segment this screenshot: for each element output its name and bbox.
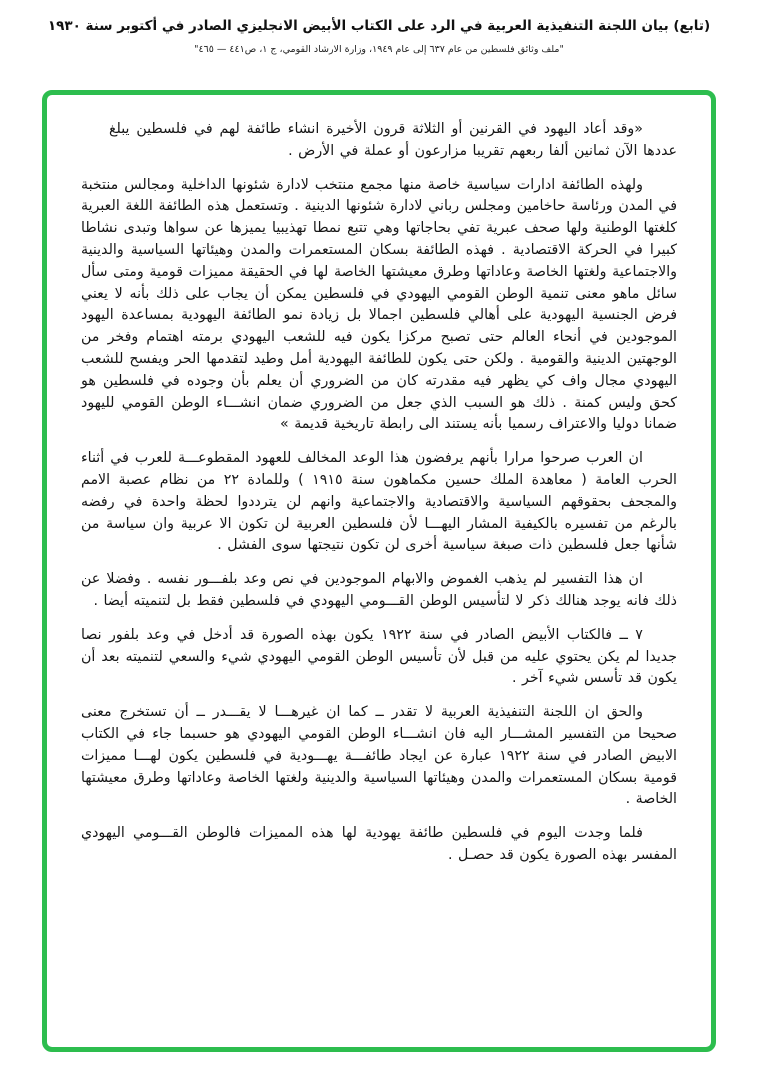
paragraph: «وقد أعاد اليهود في القرنين أو الثلاثة قرون الأخيرة انشاء طائفة لهم في فلسطين يبلغ عددها الآن ثمانين ألفا ربعهم تقريبا مزارعون أو عملة في الأرض . xyxy=(109,121,677,159)
paragraph: ان هذا التفسير لم يذهب الغموض والابهام الموجودين في نص وعد بلفـــور نفسه . وفضلا عن ذلك فانه يوجد هنالك ذكر لا لتأسيس الوطن القـــومي اليهودي في فلسطين فقط بل لتنميته أيضا . xyxy=(81,571,677,609)
document-body xyxy=(81,119,677,867)
page-title: (تابع) بيان اللجنة التنفيذية العربية في الرد على الكتاب الأبيض الانجليزي الصادر في أكتوبر سنة ١٩٣٠ xyxy=(47,18,711,34)
paragraph: فلما وجدت اليوم في فلسطين طائفة يهودية لها هذه المميزات فالوطن القـــومي اليهودي المفسر بهذه الصورة يكون قد حصـل . xyxy=(81,825,677,863)
paragraph: والحق ان اللجنة التنفيذية العربية لا تقدر ــ كما ان غيرهـــا لا يقـــدر ــ أن تستخرج معنى صحيحا من التفسير المشـــار اليه فان انشـــاء الوطن القومي اليهودي هو حسبما جاء في الكتاب الابيض الصادر في سنة ١٩٢٢ عبارة عن ايجاد طائفـــة يهـــودية في فلسطين يكون لهـــا مميزات قومية بسكان المستعمرات والمدن وهيئاتها السياسية والدينية ولغتها الخاصة وعاداتها وطرق معيشتها الخاصة . xyxy=(81,704,677,808)
paragraph: ان العرب صرحوا مرارا بأنهم يرفضون هذا الوعد المخالف للعهود المقطوعـــة للعرب في أثناء الحرب العامة ( معاهدة الملك حسين مكماهون سنة ١٩١٥ ) وللمادة ٢٢ من نظام عصبة الامم والمجحف بحقوقهم السياسية والاقتصادية والاجتماعية وانهم لن يترددوا لحظة واحدة في رفضه بالرغم من تفسيره بالكيفية المشار اليهـــا لأن فلسطين العربية لن تكون الا عربية وان سياسة من شأنها جعل فلسطين ذات صبغة سياسية أخرى لن تكون نتيجتها سوى الفشل . xyxy=(81,450,677,554)
source-citation: "ملف وثائق فلسطين من عام ٦٣٧ إلى عام ١٩٤٩، وزارة الارشاد القومي، ج ١، ص٤٤١ — ٤٦٥" xyxy=(194,43,564,55)
paragraph: ٧ ــ فالكتاب الأبيض الصادر في سنة ١٩٢٢ يكون بهذه الصورة قد أدخل في وعد بلفور نصا جديدا لم يكن يحتوي عليه من قبل لأن تأسيس الوطن القومي اليهودي شيء والسعي لتنميته بعد أن يكون قد تأسس شيء آخر . xyxy=(81,626,677,687)
green-border-frame xyxy=(42,90,716,1052)
document-header xyxy=(0,16,758,55)
paragraph: ولهذه الطائفة ادارات سياسية خاصة منها مجمع منتخب لادارة شئونها الداخلية ومجالس منتخبة في المدن ورئاسة حاخامين ومجلس رباني لادارة شئونها الدينية . وتستعمل هذه الطائفة اللغة العبرية كلغتها الوطنية ولها صحف عبرية تفي بحاجاتها وهي تتبع نمطا تهذيبيا يميزها عن سواها وتبدى نشاطا كبيرا في الحركة الاقتصادية . فهذه الطائفة بسكان المستعمرات والمدن وهيئاتها السياسية والدينية والاجتماعية ولغتها الخاصة وعاداتها وطرق معيشتها الخاصة لها في الحقيقة مميزات قومية ومتى سأل سائل ماهو معنى تنمية الوطن القومي اليهودي في فلسطين يمكن أن يجاب على ذلك بأنه لا يعني فرض الجنسية اليهودية على أهالي فلسطين اجمالا بل زيادة نمو الطائفة اليهودية بمساعدة اليهود الموجودين في أنحاء العالم حتى تصبح مركزا يكون فيه للشعب اليهودي برمته اهتمام وفخر من الوجهتين الدينية والقومية . ولكن حتى يكون للطائفة اليهودية أمل وطيد لتقدمها الحر ويفسح للشعب اليهودي مجال واف كي يظهر فيه مقدرته كان من الضروري أن يعلم بأن وجوده في فلسطين هو كحق وليس كمنة . ذلك هو السبب الذي جعل من الضروري ضمان انشـــاء الوطن القومي لليهود ضمانا دوليا والاعتراف رسميا بأنه يستند الى رابطة تاريخية قديمة » xyxy=(81,176,677,433)
